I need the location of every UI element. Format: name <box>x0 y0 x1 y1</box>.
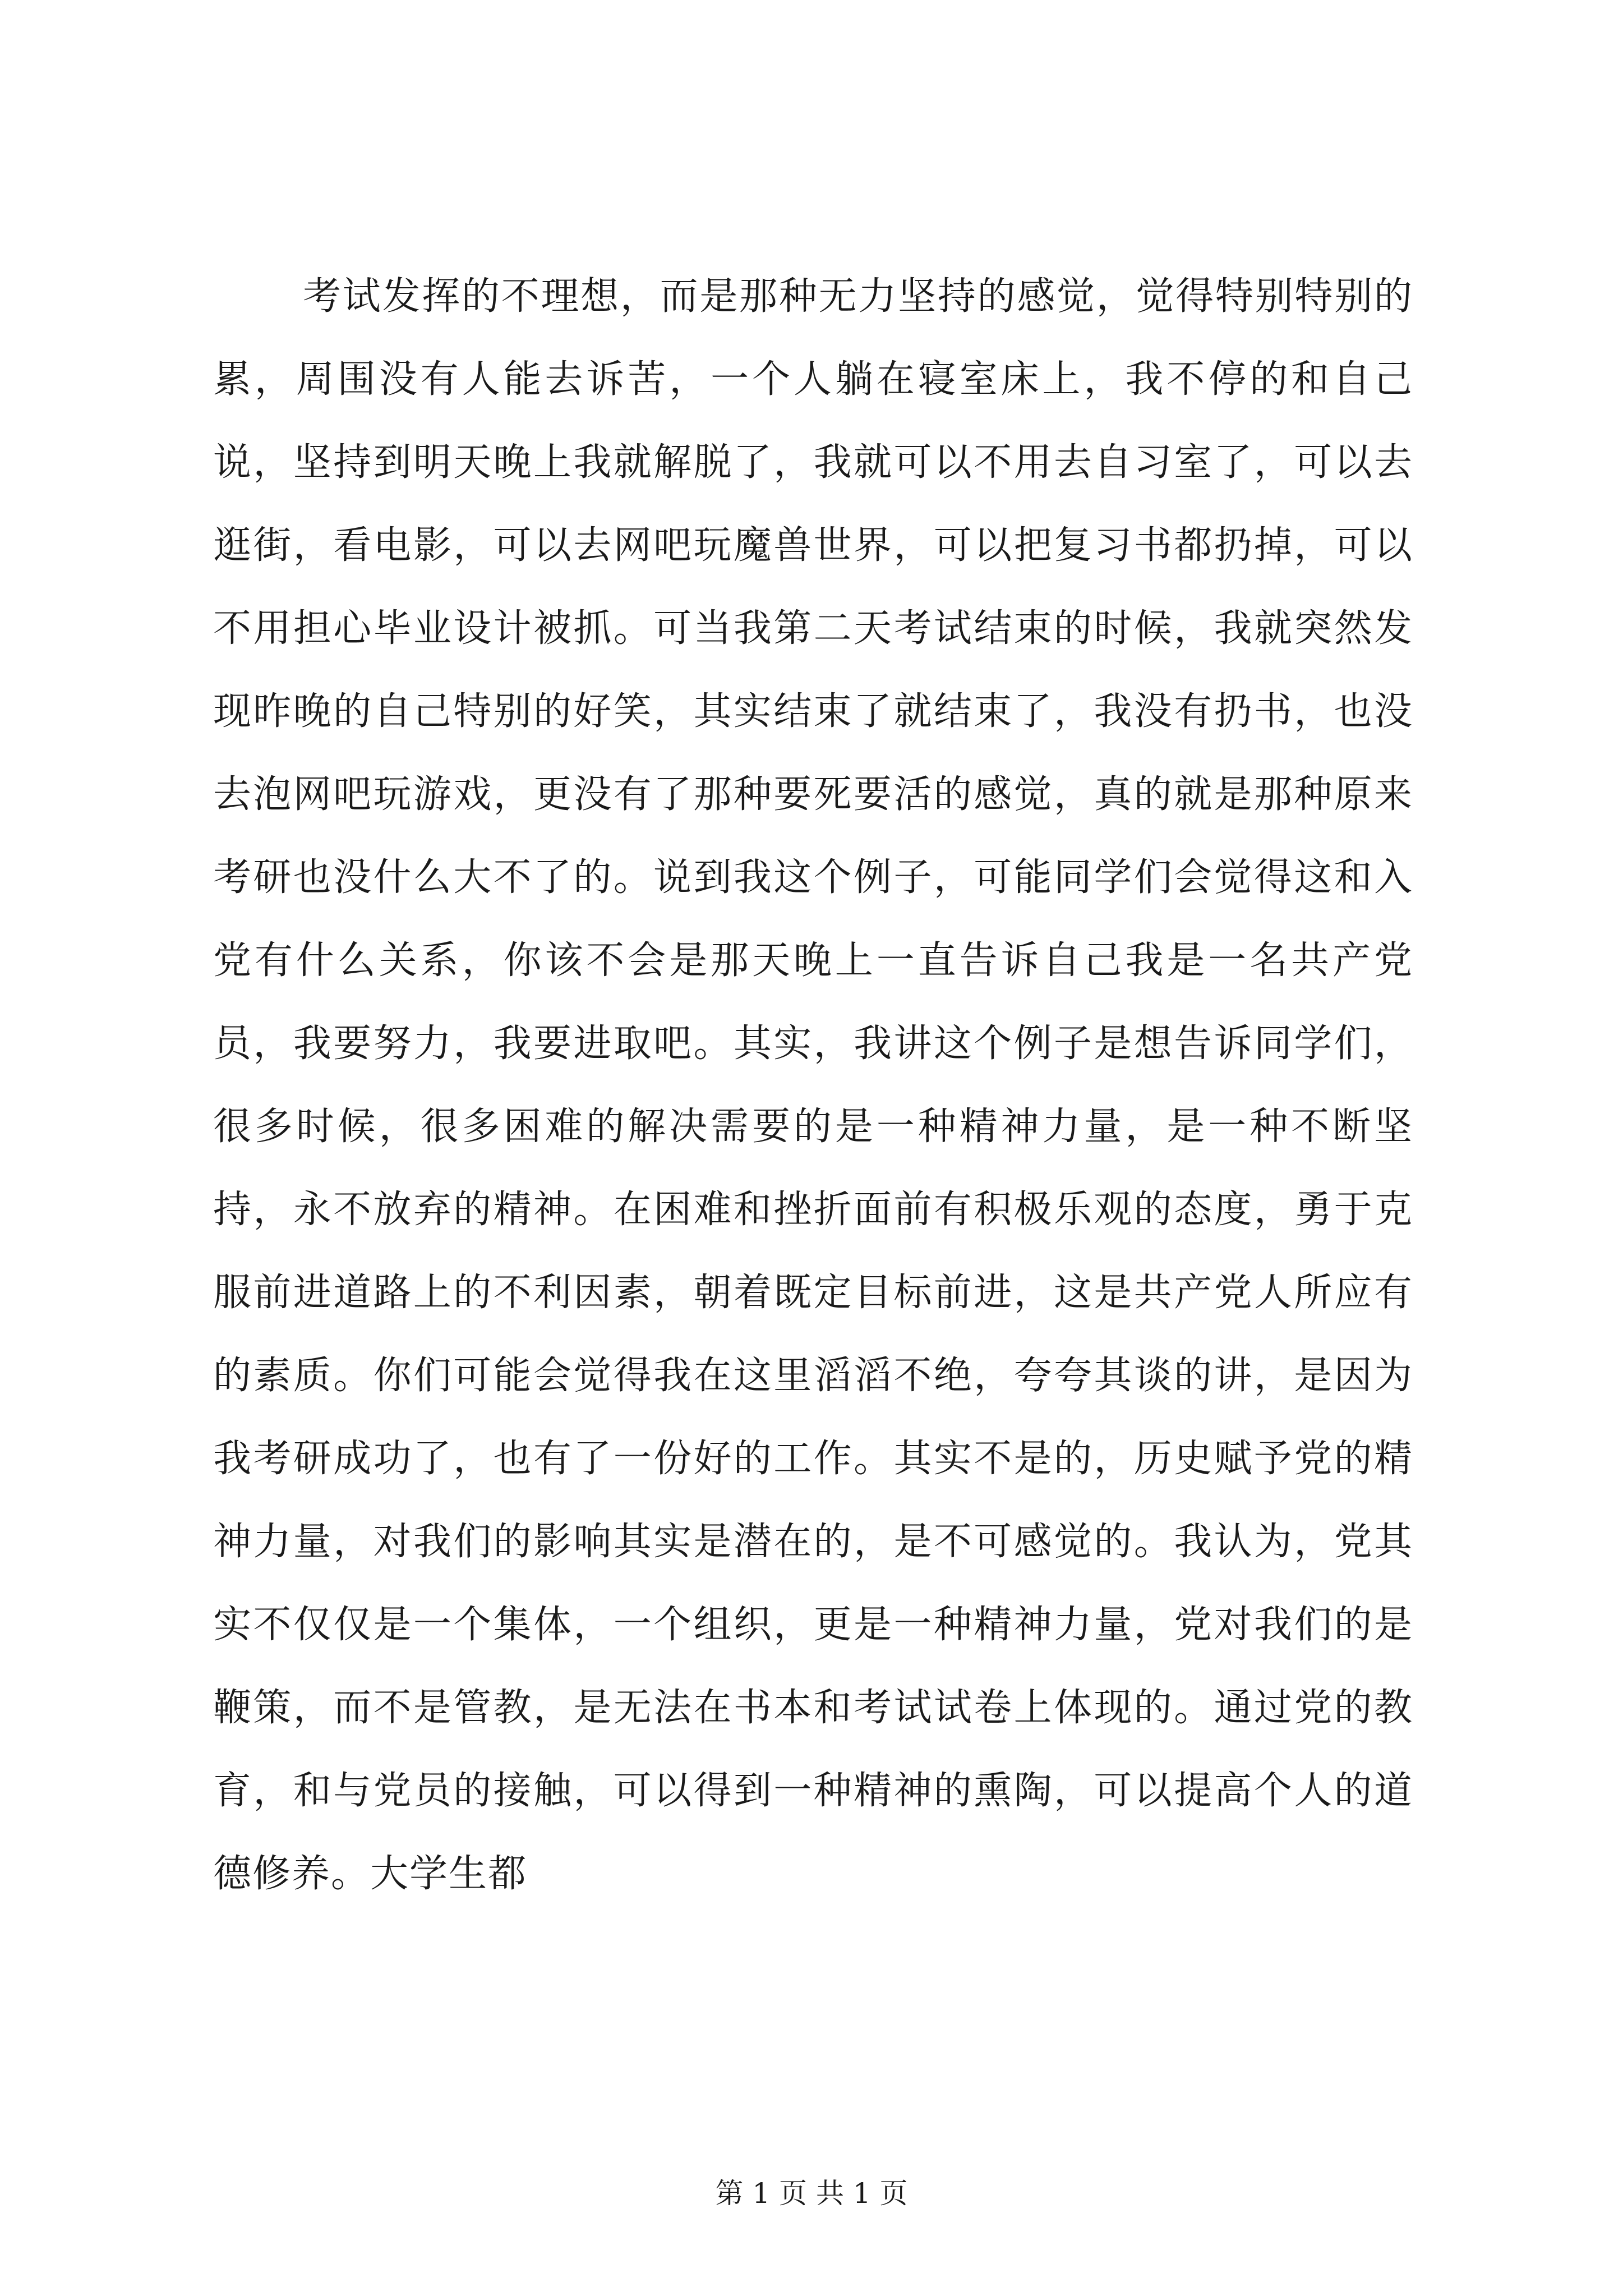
body-paragraph: 考试发挥的不理想，而是那种无力坚持的感觉，觉得特别特别的累，周围没有人能去诉苦，一个人躺在寝室床上，我不停的和自己说，坚持到明天晚上我就解脱了，我就可以不用去自习室了，可以去逛街，看电影，可以去网吧玩魔兽世界，可以把复习书都扔掉，可以不用担心毕业设计被抓。可当我第二天考试结束的时候，我就突然发现昨晚的自己特别的好笑，其实结束了就结束了，我没有扔书，也没去泡网吧玩游戏，更没有了那种要死要活的感觉，真的就是那种原来考研也没什么大不了的。说到我这个例子，可能同学们会觉得这和入党有什么关系，你该不会是那天晚上一直告诉自己我是一名共产党员，我要努力，我要进取吧。其实，我讲这个例子是想告诉同学们，很多时候，很多困难的解决需要的是一种精神力量，是一种不断坚持，永不放弃的精神。在困难和挫折面前有积极乐观的态度，勇于克服前进道路上的不利因素，朝着既定目标前进，这是共产党人所应有的素质。你们可能会觉得我在这里滔滔不绝，夸夸其谈的讲，是因为我考研成功了，也有了一份好的工作。其实不是的，历史赋予党的精神力量，对我们的影响其实是潜在的，是不可感觉的。我认为，党其实不仅仅是一个集体，一个组织，更是一种精神力量，党对我们的是鞭策，而不是管教，是无法在书本和考试试卷上体现的。通过党的教育，和与党员的接触，可以得到一种精神的熏陶，可以提高个人的道德修养。大学生都 <box>213 274 1413 1896</box>
page-number-footer: 第 1 页 共 1 页 <box>715 2177 908 2210</box>
